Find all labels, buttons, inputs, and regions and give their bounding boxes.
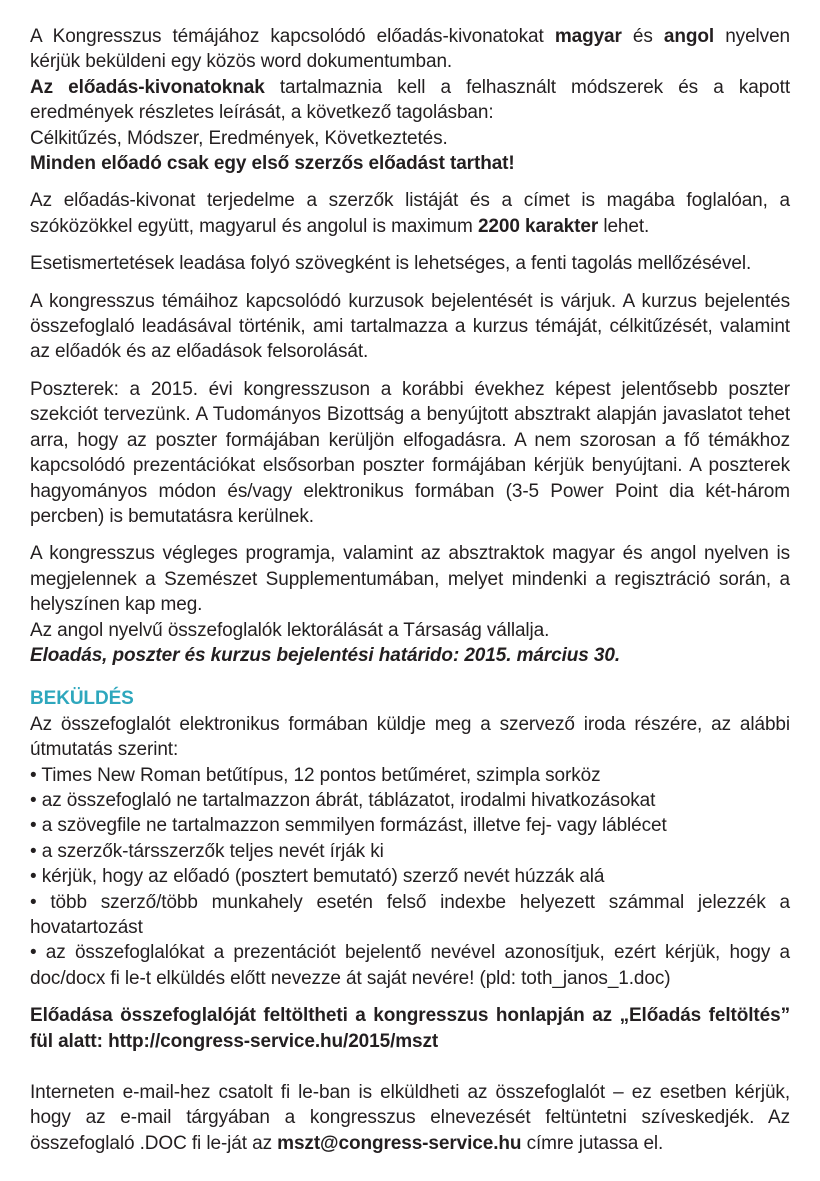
bullet-full-names (30, 839, 790, 864)
text-run: Előadása összefoglalóját feltöltheti a kongresszus honlapján az „Előadás feltöltés” fül alatt: (30, 1005, 790, 1052)
bullet-no-formatting (30, 813, 790, 838)
para-posters (30, 377, 790, 529)
text-run: 2200 karakter (477, 215, 599, 237)
text-run: angol (663, 26, 715, 47)
text-run: • kérjük, hogy az előadó (posztert bemutató) szerző nevét húzzák alá (30, 866, 605, 888)
text-run: Poszterek: a 2015. évi kongresszuson a korábbi évekhez képest jelentősebb poszter szekciót tervezünk. A Tudományos Bizottság a benyújtott absztrakt alapján javaslatot tehet arra, hogy az poszter formájában kerüljön elfogadásra. A nem szorosan a fő témákhoz kapcsolódó prezentációkat elsősorban poszter formájában kérjük benyújtani. A poszterek hagyományos módon és/vagy elektronikus formában (3-5 Power Point dia két-három percben) is bemutatásra kerülnek. (30, 378, 790, 527)
para-one-first-author-rule (30, 151, 790, 176)
text-run: és (621, 26, 664, 47)
text-run: Az előadás-kivonat terjedelme a szerzők listáját és a címet is magába foglalóan, a szóközökkel együtt, magyarul és angolul is maximum (30, 190, 790, 237)
text-run: • a szövegfile ne tartalmazzon semmilyen formázást, illetve fej- vagy láblécet (30, 815, 667, 837)
para-final-program (30, 541, 790, 617)
document-page (30, 24, 790, 1156)
text-run: • az összefoglalókat a prezentációt bejelentő nevével azonosítjuk, ezért kérjük, hogy a doc/docx fi le-t elküldés előtt nevezze át saját nevére! (pld: toth_janos_1.doc) (30, 942, 790, 989)
para-structure-sections (30, 126, 790, 151)
text-run: Eloadás, poszter és kurzus bejelentési határido: 2015. március 30. (30, 644, 621, 666)
text-run: Az összefoglalót elektronikus formában küldje meg a szervező iroda részére, az alábbi útmutatás szerint: (30, 713, 790, 761)
para-abstract-structure (30, 75, 790, 126)
text-run: lehet. (598, 215, 650, 237)
bullet-underline-presenter (30, 864, 790, 889)
para-course-submission (30, 289, 790, 365)
text-run: címre jutassa el. (521, 1132, 664, 1154)
text-run: BEKÜLDÉS (30, 688, 134, 710)
bullet-font-requirements (30, 763, 790, 788)
text-run: Az angol nyelvű összefoglalók lektorálását a Társaság vállalja. (30, 619, 550, 641)
text-run: Célkitűzés, Módszer, Eredmények, Következtetés. (30, 127, 448, 149)
text-run: • Times New Roman betűtípus, 12 pontos betűméret, szimpla sorköz (30, 764, 601, 786)
text-run: Interneten e-mail-hez csatolt fi le-ban is elküldheti az összefoglalót – ez esetben kérjük, hogy az e-mail tárgyában a kongresszus elnevezését feltüntetni szíveskedjék. Az összefoglaló .DOC fi le-ját az (30, 1082, 790, 1154)
para-upload-info (30, 1003, 790, 1054)
text-run: • több szerző/több munkahely esetén felső indexbe helyezett számmal jelezzék a hovatartozást (30, 891, 790, 938)
text-run: nyelven kérjük beküldeni egy közös word dokumentumban. (30, 26, 790, 73)
text-run: Esetismertetések leadása folyó szövegként is lehetséges, a fenti tagolás mellőzésével. (30, 253, 752, 275)
para-case-reports (30, 251, 790, 276)
text-run: A kongresszus témáihoz kapcsolódó kurzusok bejelentését is várjuk. A kurzus bejelentés összefoglaló leadásával történik, ami tartalmazza a kurzus témáját, célkitűzését, valamint az előadók és az előadások felsorolását. (30, 290, 790, 363)
heading-bekuldes (30, 686, 790, 711)
para-submission-deadline (30, 643, 790, 668)
para-english-proofreading (30, 618, 790, 643)
text-run: • a szerzők-társszerzők teljes nevét írják ki (30, 840, 384, 862)
para-email-submission (30, 1080, 790, 1156)
bullet-no-figures (30, 788, 790, 813)
upload-url-text[interactable]: http://congress-service.hu/2015/mszt (108, 1030, 439, 1052)
text-run: Az előadás-kivonatoknak (30, 76, 265, 98)
para-submission-instructions-intro (30, 712, 790, 763)
para-abstract-language-requirement (30, 24, 790, 75)
text-run: A kongresszus végleges programja, valamint az absztraktok magyar és angol nyelven is megjelennek a Szemészet Supplementumában, melyet mindenki a regisztráció során, a helyszínen kap meg. (30, 543, 790, 616)
bullet-superscript-affiliation (30, 890, 790, 941)
bullet-rename-file (30, 940, 790, 991)
text-run: magyar (554, 26, 622, 47)
submission-email-text[interactable]: mszt@congress-service.hu (277, 1132, 522, 1154)
text-run: Minden előadó csak egy első szerzős előadást tarthat! (30, 153, 515, 175)
text-run: tartalmaznia kell a felhasznált módszerek és a kapott eredmények részletes leírását, a következő tagolásban: (30, 76, 790, 124)
text-run: • az összefoglaló ne tartalmazzon ábrát, táblázatot, irodalmi hivatkozásokat (30, 789, 656, 811)
para-character-limit (30, 188, 790, 239)
text-run: A Kongresszus témájához kapcsolódó előadás-kivonatokat (30, 26, 555, 47)
